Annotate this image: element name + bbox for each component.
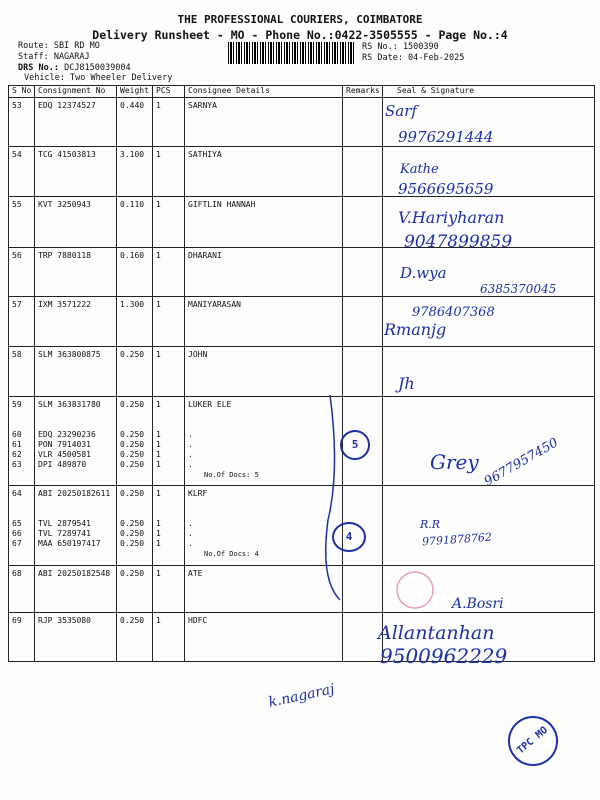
pcs: 1: [153, 248, 185, 297]
phone-54: 9566695659: [398, 180, 494, 198]
phone-57: 9786407368: [412, 305, 495, 320]
sno: 53: [9, 98, 35, 147]
signature-53: Sarf: [385, 102, 417, 120]
phone-59: 9677957450: [481, 435, 561, 490]
consignee: ATE: [185, 566, 343, 613]
weight: 3.100: [117, 147, 153, 197]
consignment-no: VLR 4500581: [38, 450, 91, 459]
pcs: 1: [153, 347, 185, 397]
weight: 0.250: [120, 539, 145, 548]
sno: 54: [9, 147, 35, 197]
sno: 55: [9, 197, 35, 248]
consignee: .: [188, 519, 193, 528]
sno: 58: [9, 347, 35, 397]
sno: 69: [9, 613, 35, 662]
pink-stamp: [397, 572, 433, 608]
pcs: 1: [156, 440, 161, 449]
consignee: SATHIYA: [185, 147, 343, 197]
sno: 61: [12, 440, 22, 449]
route: Route: SBI RD MO: [18, 41, 100, 51]
pcs: 1: [156, 460, 161, 469]
sno: 68: [9, 566, 35, 613]
consignee: SARNYA: [185, 98, 343, 147]
sno: 62: [12, 450, 22, 459]
col-sno: S No: [9, 86, 35, 98]
phone-55: 9047899859: [404, 232, 513, 252]
consignment-no: MAA 650197417: [38, 539, 101, 548]
pcs: 1: [153, 566, 185, 613]
weight: 0.250: [117, 566, 153, 613]
rs-date: RS Date: 04-Feb-2025: [362, 53, 465, 63]
signature-64: R.R: [420, 518, 441, 531]
consignee: .: [188, 539, 193, 548]
phone-69: 9500962229: [380, 644, 508, 668]
signature-55: V.Hariyharan: [398, 208, 505, 227]
phone-56: 6385370045: [480, 282, 557, 296]
consignee: .: [188, 430, 193, 439]
signature-56: D.wya: [400, 264, 447, 282]
consignee: JOHN: [185, 347, 343, 397]
consignment-no: RJP 3535080: [35, 613, 117, 662]
phone-64: 9791878762: [421, 530, 493, 549]
consignment-no: PON 7914031: [38, 440, 91, 449]
pcs: 1: [156, 430, 161, 439]
consignee: KLRF: [188, 489, 208, 498]
sno: 66: [12, 529, 22, 538]
sno: 67: [12, 539, 22, 548]
consignee: MANIYARASAN: [185, 297, 343, 347]
pcs: 1: [153, 613, 185, 662]
consignee: GIFTLIN HANNAH: [185, 197, 343, 248]
pcs: 1: [153, 147, 185, 197]
weight: 0.250: [120, 440, 145, 449]
signature-58: Jh: [398, 374, 415, 393]
rs-number: RS No.: 1500390: [362, 42, 439, 52]
phone-53: 9976291444: [398, 128, 494, 146]
consignment-no: TCG 41503813: [35, 147, 117, 197]
pcs: 1: [156, 519, 161, 528]
consignment-no: SLM 363800875: [35, 347, 117, 397]
sno: 63: [12, 460, 22, 469]
pcs: 1: [156, 529, 161, 538]
consignment-no: TRP 7880118: [35, 248, 117, 297]
weight: 0.250: [120, 519, 145, 528]
signature-69: Allantanhan: [378, 622, 495, 644]
weight: 0.250: [120, 400, 145, 409]
staff: Staff: NAGARAJ: [18, 52, 90, 62]
pcs: 1: [156, 489, 161, 498]
weight: 0.440: [117, 98, 153, 147]
pcs: 1: [153, 98, 185, 147]
consignment-no: SLM 363831780: [38, 400, 101, 409]
drs-label: DRS No.:: [18, 63, 59, 73]
consignment-no: ABI 20250182611: [38, 489, 111, 498]
consignee: LUKER ELE: [188, 400, 232, 409]
sno: 57: [9, 297, 35, 347]
company-title: THE PROFESSIONAL COURIERS, COIMBATORE: [177, 13, 423, 26]
pcs: 1: [153, 297, 185, 347]
col-remarks: Remarks: [343, 86, 383, 98]
col-consignment: Consignment No: [35, 86, 117, 98]
col-signature: Seal & Signature: [383, 86, 595, 98]
consignee: DHARANI: [185, 248, 343, 297]
consignee: .: [188, 460, 193, 469]
sno: 64: [12, 489, 22, 498]
weight: 0.160: [117, 248, 153, 297]
consignment-no: EDQ 12374527: [35, 98, 117, 147]
consignee: HDFC: [185, 613, 343, 662]
consignee: .: [188, 440, 193, 449]
weight: 0.250: [117, 613, 153, 662]
pcs: 1: [156, 539, 161, 548]
ink-bracket-line: [326, 395, 340, 600]
consignee: .: [188, 450, 193, 459]
consignment-no: ABI 20250182548: [35, 566, 117, 613]
sno: 56: [9, 248, 35, 297]
signature-57: Rmanjg: [384, 320, 447, 339]
sno: 60: [12, 430, 22, 439]
pcs: 1: [156, 400, 161, 409]
consignment-no: DPI 489870: [38, 460, 87, 469]
runsheet-subtitle: Delivery Runsheet - MO - Phone No.:0422-3505555 - Page No.:4: [92, 28, 508, 42]
weight: 0.250: [117, 347, 153, 397]
weight: 0.250: [120, 450, 145, 459]
weight: 0.250: [120, 489, 145, 498]
col-consignee: Consignee Details: [185, 86, 343, 98]
consignment-no: TVL 2879541: [38, 519, 91, 528]
doc-count: No.Of Docs: 4: [204, 550, 259, 558]
weight: 0.250: [120, 430, 145, 439]
vehicle: Vehicle: Two Wheeler Delivery: [24, 73, 173, 83]
drs-value: DCJ8150039004: [64, 63, 131, 73]
weight: 0.250: [120, 529, 145, 538]
weight: 0.110: [117, 197, 153, 248]
staff-signature: k.nagaraj: [267, 681, 336, 711]
signature-59: Grey: [430, 450, 479, 474]
sno: 65: [12, 519, 22, 528]
col-pcs: PCS: [153, 86, 185, 98]
consignment-no: TVL 7289741: [38, 529, 91, 538]
consignment-no: KVT 3250943: [35, 197, 117, 248]
tpc-seal-stamp: TPC MO: [498, 706, 568, 776]
signature-54: Kathe: [400, 162, 439, 177]
consignment-no: IXM 3571222: [35, 297, 117, 347]
sno: 59: [12, 400, 22, 409]
weight: 1.300: [117, 297, 153, 347]
pcs: 1: [156, 450, 161, 459]
circled-count-5: 5: [340, 430, 370, 460]
circled-count-4: 4: [332, 522, 366, 552]
weight: 0.250: [120, 460, 145, 469]
col-weight: Weight: [117, 86, 153, 98]
consignee: .: [188, 529, 193, 538]
pcs: 1: [153, 197, 185, 248]
signature-68: A.Bosri: [452, 596, 504, 612]
consignment-no: EDQ 23290236: [38, 430, 96, 439]
doc-count: No.Of Docs: 5: [204, 471, 259, 479]
